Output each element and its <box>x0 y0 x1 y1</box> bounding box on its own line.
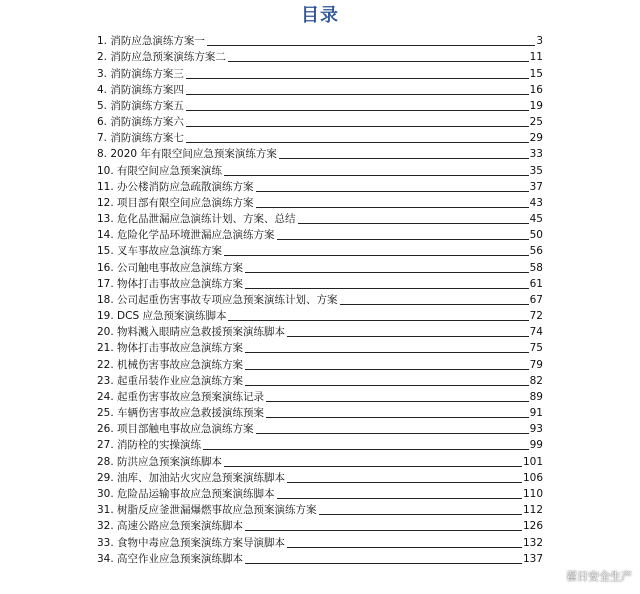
toc-entry[interactable] <box>97 113 543 129</box>
toc-entry-label: 31. 树脂反应釜泄漏爆燃事故应急预案演练方案 <box>97 504 317 517</box>
toc-entry-label: 34. 高空作业应急预案演练脚本 <box>97 552 244 565</box>
toc-entry-page: 137 <box>522 552 543 565</box>
toc-entry-label: 17. 物体打击事故应急演练方案 <box>97 277 244 290</box>
toc-entry-label: 24. 起重伤害事故应急预案演练记录 <box>97 390 265 403</box>
toc-entry[interactable] <box>97 32 543 48</box>
toc-leader-line <box>245 530 522 531</box>
toc-entry-page: 75 <box>529 342 543 355</box>
toc-entry[interactable] <box>97 129 543 145</box>
toc-leader-line <box>186 126 529 127</box>
toc-entry-page: 16 <box>529 83 543 96</box>
toc-entry[interactable] <box>97 420 543 436</box>
toc-entry[interactable] <box>97 291 543 307</box>
toc-leader-line <box>245 369 529 370</box>
toc-entry-label: 15. 叉车事故应急演练方案 <box>97 245 223 258</box>
toc-entry-page: 11 <box>529 51 543 64</box>
toc-entry[interactable] <box>97 226 543 242</box>
toc-entry[interactable] <box>97 533 543 549</box>
toc-entry-page: 72 <box>529 310 543 323</box>
toc-entry[interactable] <box>97 307 543 323</box>
toc-entry-label: 22. 机械伤害事故应急演练方案 <box>97 358 244 371</box>
toc-leader-line <box>245 563 522 564</box>
toc-entry-label: 1. 消防应急演练方案一 <box>97 35 205 48</box>
toc-entry-label: 2. 消防应急预案演练方案二 <box>97 51 226 64</box>
toc-entry[interactable] <box>97 323 543 339</box>
toc-entry[interactable] <box>97 452 543 468</box>
toc-entry[interactable] <box>97 48 543 64</box>
toc-leader-line <box>245 385 529 386</box>
toc-leader-line <box>319 514 522 515</box>
toc-entry-page: 45 <box>529 213 543 226</box>
toc-leader-line <box>266 401 529 402</box>
toc-entry-label: 11. 办公楼消防应急疏散演练方案 <box>97 180 254 193</box>
watermark-text: 翟日安全生产 <box>566 570 632 583</box>
toc-entry-label: 6. 消防演练方案六 <box>97 116 184 129</box>
toc-leader-line <box>256 433 529 434</box>
toc-entry-page: 58 <box>529 261 543 274</box>
toc-entry[interactable] <box>97 550 543 566</box>
toc-entry-page: 25 <box>529 116 543 129</box>
toc-leader-line <box>228 320 528 321</box>
toc-entry-label: 30. 危险品运输事故应急预案演练脚本 <box>97 487 275 500</box>
toc-entry-page: 112 <box>522 504 543 517</box>
toc-leader-line <box>224 175 529 176</box>
toc-leader-line <box>245 272 529 273</box>
toc-leader-line <box>224 466 522 467</box>
toc-leader-line <box>298 223 529 224</box>
toc-leader-line <box>287 482 522 483</box>
toc-entry-page: 101 <box>522 455 543 468</box>
toc-entry-label: 7. 消防演练方案七 <box>97 132 184 145</box>
toc-leader-line <box>186 110 529 111</box>
page-title: 目录 <box>301 5 339 26</box>
wechat-icon <box>546 569 562 583</box>
toc-entry-page: 99 <box>529 439 543 452</box>
toc-entry-label: 13. 危化品泄漏应急演练计划、方案、总结 <box>97 213 296 226</box>
toc-entry-label: 4. 消防演练方案四 <box>97 83 184 96</box>
toc-entry[interactable] <box>97 64 543 80</box>
toc-entry-page: 67 <box>529 293 543 306</box>
toc-entry-label: 12. 项目部有限空间应急演练方案 <box>97 196 254 209</box>
table-of-contents <box>97 32 543 566</box>
toc-entry-page: 50 <box>529 229 543 242</box>
toc-entry-label: 8. 2020 年有限空间应急预案演练方案 <box>97 148 277 161</box>
toc-entry-label: 19. DCS 应急预案演练脚本 <box>97 310 227 323</box>
toc-entry[interactable] <box>97 275 543 291</box>
toc-entry[interactable] <box>97 517 543 533</box>
watermark <box>546 568 632 584</box>
toc-entry-label: 27. 消防栓的实操演练 <box>97 439 202 452</box>
toc-entry-page: 82 <box>529 374 543 387</box>
toc-entry[interactable] <box>97 436 543 452</box>
toc-leader-line <box>203 449 529 450</box>
toc-entry[interactable] <box>97 258 543 274</box>
toc-leader-line <box>287 336 529 337</box>
toc-entry-page: 29 <box>529 132 543 145</box>
toc-entry[interactable] <box>97 178 543 194</box>
toc-entry-page: 106 <box>522 471 543 484</box>
toc-leader-line <box>256 207 529 208</box>
toc-entry[interactable] <box>97 161 543 177</box>
toc-leader-line <box>245 352 529 353</box>
toc-leader-line <box>277 498 522 499</box>
toc-entry[interactable] <box>97 404 543 420</box>
toc-leader-line <box>266 417 529 418</box>
toc-entry-page: 74 <box>529 326 543 339</box>
toc-entry-page: 43 <box>529 196 543 209</box>
toc-entry-label: 3. 消防演练方案三 <box>97 67 184 80</box>
toc-entry[interactable] <box>97 339 543 355</box>
toc-leader-line <box>277 239 529 240</box>
toc-entry-page: 35 <box>529 164 543 177</box>
toc-leader-line <box>207 45 535 46</box>
toc-entry-page: 89 <box>529 390 543 403</box>
toc-entry-label: 32. 高速公路应急预案演练脚本 <box>97 520 244 533</box>
toc-entry-label: 23. 起重吊装作业应急演练方案 <box>97 374 244 387</box>
toc-entry-label: 28. 防洪应急预案演练脚本 <box>97 455 223 468</box>
toc-entry-label: 5. 消防演练方案五 <box>97 99 184 112</box>
toc-entry-label: 16. 公司触电事故应急演练方案 <box>97 261 244 274</box>
toc-entry-label: 29. 油库、加油站火灾应急预案演练脚本 <box>97 471 286 484</box>
toc-entry-page: 79 <box>529 358 543 371</box>
toc-entry-page: 110 <box>522 487 543 500</box>
toc-entry-page: 132 <box>522 536 543 549</box>
toc-entry-label: 20. 物料溅入眼睛应急救援预案演练脚本 <box>97 326 286 339</box>
toc-entry-page: 37 <box>529 180 543 193</box>
toc-leader-line <box>224 255 529 256</box>
toc-entry-label: 10. 有限空间应急预案演练 <box>97 164 223 177</box>
toc-leader-line <box>245 288 529 289</box>
toc-entry-label: 14. 危险化学品环境泄漏应急演练方案 <box>97 229 275 242</box>
toc-entry-page: 61 <box>529 277 543 290</box>
toc-entry-label: 25. 车辆伤害事故应急救援演练预案 <box>97 407 265 420</box>
toc-leader-line <box>340 304 529 305</box>
toc-entry[interactable] <box>97 210 543 226</box>
toc-entry-page: 3 <box>536 35 543 48</box>
toc-entry-page: 126 <box>522 520 543 533</box>
toc-entry[interactable] <box>97 372 543 388</box>
toc-leader-line <box>287 547 522 548</box>
toc-leader-line <box>186 142 529 143</box>
toc-leader-line <box>186 94 529 95</box>
toc-entry[interactable] <box>97 145 543 161</box>
toc-entry-label: 18. 公司起重伤害事故专项应急预案演练计划、方案 <box>97 293 338 306</box>
toc-entry[interactable] <box>97 81 543 97</box>
toc-entry[interactable] <box>97 355 543 371</box>
toc-entry-page: 91 <box>529 407 543 420</box>
toc-entry[interactable] <box>97 388 543 404</box>
toc-entry[interactable] <box>97 501 543 517</box>
toc-entry-label: 33. 食物中毒应急预案演练方案导演脚本 <box>97 536 286 549</box>
toc-entry-page: 15 <box>529 67 543 80</box>
toc-leader-line <box>228 61 529 62</box>
toc-entry-label: 26. 项目部触电事故应急演练方案 <box>97 423 254 436</box>
toc-entry[interactable] <box>97 194 543 210</box>
toc-leader-line <box>256 191 529 192</box>
toc-entry[interactable] <box>97 97 543 113</box>
toc-entry-label: 21. 物体打击事故应急演练方案 <box>97 342 244 355</box>
toc-entry[interactable] <box>97 485 543 501</box>
toc-leader-line <box>279 158 529 159</box>
toc-leader-line <box>186 78 529 79</box>
toc-entry-page: 93 <box>529 423 543 436</box>
toc-entry-page: 56 <box>529 245 543 258</box>
toc-entry[interactable] <box>97 242 543 258</box>
toc-entry-page: 19 <box>529 99 543 112</box>
toc-entry-page: 33 <box>529 148 543 161</box>
toc-entry[interactable] <box>97 469 543 485</box>
